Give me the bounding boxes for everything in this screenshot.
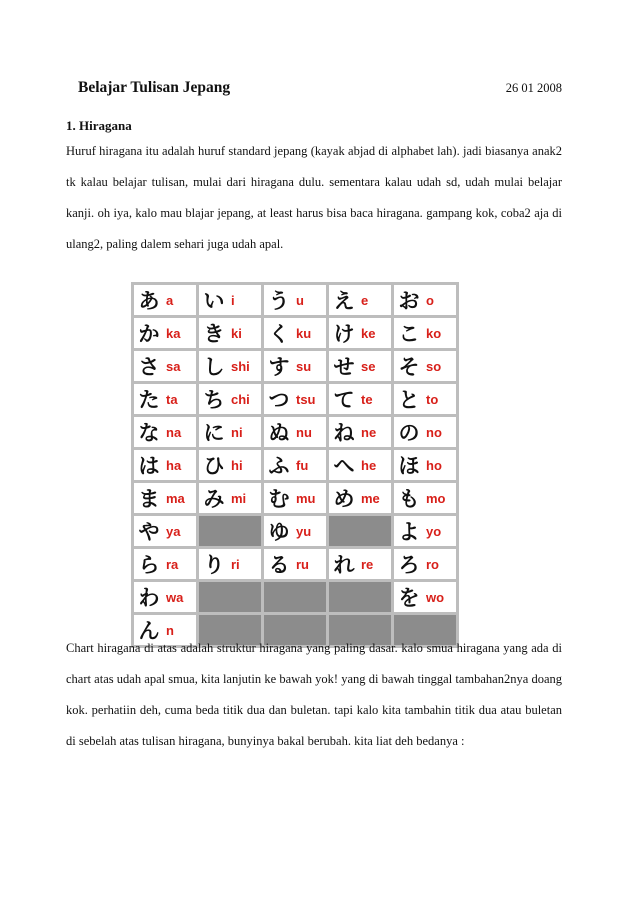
- romaji-label: ma: [166, 490, 185, 506]
- kana-glyph: よ: [398, 520, 420, 544]
- kana-glyph: ん: [138, 619, 160, 643]
- kana-glyph: に: [203, 421, 225, 445]
- kana-glyph: ふ: [268, 454, 290, 478]
- kana-glyph: け: [333, 322, 355, 346]
- kana-cell: [264, 483, 326, 513]
- kana-glyph: と: [398, 388, 420, 412]
- romaji-label: chi: [231, 391, 250, 407]
- kana-glyph: き: [203, 322, 225, 346]
- kana-cell: [329, 417, 391, 447]
- kana-cell: [394, 318, 456, 348]
- kana-cell: [199, 285, 261, 315]
- chart-row: [134, 318, 456, 348]
- kana-glyph: ぬ: [268, 421, 290, 445]
- hiragana-chart: [131, 282, 459, 648]
- kana-glyph: お: [398, 289, 420, 313]
- kana-cell: [199, 384, 261, 414]
- kana-cell: [134, 351, 196, 381]
- romaji-label: ta: [166, 391, 178, 407]
- kana-glyph: の: [398, 421, 420, 445]
- kana-cell: [134, 516, 196, 546]
- kana-cell: [264, 384, 326, 414]
- kana-cell: [329, 318, 391, 348]
- chart-row: [134, 582, 456, 612]
- romaji-label: shi: [231, 358, 250, 374]
- kana-cell: [394, 582, 456, 612]
- kana-cell: [199, 549, 261, 579]
- kana-cell: [394, 384, 456, 414]
- romaji-label: sa: [166, 358, 181, 374]
- romaji-label: re: [361, 556, 374, 572]
- kana-cell: [394, 516, 456, 546]
- kana-glyph: あ: [138, 289, 160, 313]
- romaji-label: n: [166, 622, 174, 638]
- kana-glyph: ち: [203, 388, 225, 412]
- kana-cell: [264, 549, 326, 579]
- kana-glyph: ね: [333, 421, 355, 445]
- romaji-label: ni: [231, 424, 243, 440]
- kana-cell: [394, 351, 456, 381]
- romaji-label: mu: [296, 490, 316, 506]
- romaji-label: ya: [166, 523, 181, 539]
- chart-row: [134, 450, 456, 480]
- romaji-label: i: [231, 292, 235, 308]
- kana-cell: [134, 450, 196, 480]
- romaji-label: fu: [296, 457, 309, 473]
- kana-cell: [394, 549, 456, 579]
- romaji-label: ke: [361, 325, 376, 341]
- chart-row: [134, 384, 456, 414]
- kana-cell: [199, 450, 261, 480]
- romaji-label: ho: [426, 457, 442, 473]
- kana-glyph: め: [333, 487, 355, 511]
- kana-glyph: る: [268, 553, 290, 577]
- empty-cell: [264, 582, 326, 612]
- kana-cell: [134, 582, 196, 612]
- kana-cell: [329, 285, 391, 315]
- romaji-label: he: [361, 457, 377, 473]
- kana-glyph: う: [268, 289, 290, 313]
- romaji-label: hi: [231, 457, 243, 473]
- kana-cell: [134, 483, 196, 513]
- romaji-label: ko: [426, 325, 442, 341]
- kana-cell: [394, 417, 456, 447]
- romaji-label: a: [166, 292, 174, 308]
- kana-glyph: た: [138, 388, 160, 412]
- romaji-label: tsu: [296, 391, 316, 407]
- kana-cell: [329, 450, 391, 480]
- kana-glyph: な: [138, 421, 160, 445]
- empty-cell: [199, 582, 261, 612]
- romaji-label: se: [361, 358, 376, 374]
- romaji-label: to: [426, 391, 439, 407]
- kana-cell: [264, 351, 326, 381]
- kana-cell: [134, 384, 196, 414]
- chart-row: [134, 516, 456, 546]
- chart-row: [134, 351, 456, 381]
- romaji-label: me: [361, 490, 380, 506]
- kana-cell: [329, 351, 391, 381]
- intro-paragraph: Huruf hiragana itu adalah huruf standard jepang (kayak abjad di alphabet lah). jadi biasanya anak2 tk kalau belajar tulisan, mulai dari hiragana dulu. sementara kalau udah sd, udah mulai belajar kanji. oh iya, kalo mau blajar jepang, at least harus bisa baca hiragana. gampang kok, coba2 aja di ulang2, paling dalem sehari juga udah apal.: [66, 144, 562, 251]
- romaji-label: ne: [361, 424, 377, 440]
- romaji-label: ru: [296, 556, 309, 572]
- kana-glyph: か: [138, 322, 160, 346]
- kana-glyph: へ: [333, 454, 355, 478]
- kana-cell: [394, 483, 456, 513]
- kana-cell: [394, 285, 456, 315]
- kana-cell: [134, 417, 196, 447]
- romaji-label: su: [296, 358, 312, 374]
- empty-cell: [329, 582, 391, 612]
- romaji-label: te: [361, 391, 373, 407]
- kana-cell: [329, 483, 391, 513]
- section-title: 1. Hiragana: [66, 118, 132, 133]
- romaji-label: e: [361, 292, 369, 308]
- empty-cell: [329, 516, 391, 546]
- kana-glyph: を: [398, 586, 420, 610]
- kana-glyph: て: [333, 388, 355, 412]
- kana-cell: [264, 516, 326, 546]
- kana-glyph: え: [333, 289, 355, 313]
- kana-cell: [394, 450, 456, 480]
- romaji-label: nu: [296, 424, 312, 440]
- kana-glyph: は: [138, 454, 160, 478]
- kana-cell: [134, 285, 196, 315]
- chart-explanation-paragraph: Chart hiragana di atas adalah struktur hiragana yang paling dasar. kalo smua hiragana yang ada di chart atas udah apal smua, kita lanjutin ke bawah yok! yang di bawah tinggal tambahan2nya doang kok. perhatiin deh, cuma beda titik dua dan buletan. tapi kalo kita tambahin titik dua atau buletan di sebelah atas tulisan hiragana, bunyinya bakal berubah. kita liat deh bedanya :: [66, 641, 562, 748]
- kana-glyph: せ: [333, 355, 355, 379]
- kana-cell: [264, 318, 326, 348]
- kana-glyph: わ: [138, 586, 160, 610]
- romaji-label: mi: [231, 490, 247, 506]
- romaji-label: yu: [296, 523, 312, 539]
- kana-cell: [329, 384, 391, 414]
- romaji-label: ro: [426, 556, 439, 572]
- kana-glyph: い: [203, 289, 225, 313]
- romaji-label: ri: [231, 556, 240, 572]
- kana-glyph: や: [138, 520, 160, 544]
- kana-glyph: ひ: [203, 454, 225, 478]
- kana-glyph: さ: [138, 355, 160, 379]
- romaji-label: so: [426, 358, 442, 374]
- document-title: Belajar Tulisan Jepang: [78, 79, 231, 96]
- romaji-label: na: [166, 424, 182, 440]
- romaji-label: yo: [426, 523, 442, 539]
- kana-glyph: こ: [398, 322, 420, 346]
- kana-glyph: く: [268, 322, 290, 346]
- kana-glyph: も: [398, 487, 420, 511]
- kana-cell: [199, 417, 261, 447]
- kana-glyph: む: [268, 487, 290, 511]
- romaji-label: ha: [166, 457, 182, 473]
- kana-glyph: そ: [398, 355, 420, 379]
- kana-cell: [199, 351, 261, 381]
- chart-row: [134, 549, 456, 579]
- kana-cell: [134, 549, 196, 579]
- romaji-label: ra: [166, 556, 179, 572]
- romaji-label: wo: [426, 589, 445, 605]
- kana-glyph: し: [203, 355, 225, 379]
- romaji-label: no: [426, 424, 442, 440]
- kana-cell: [134, 318, 196, 348]
- romaji-label: mo: [426, 490, 446, 506]
- kana-glyph: れ: [333, 553, 355, 577]
- romaji-label: ku: [296, 325, 312, 341]
- kana-glyph: ほ: [398, 454, 420, 478]
- chart-row: [134, 417, 456, 447]
- kana-glyph: ゆ: [268, 520, 290, 544]
- chart-row: [134, 285, 456, 315]
- romaji-label: o: [426, 292, 434, 308]
- kana-cell: [264, 285, 326, 315]
- romaji-label: u: [296, 292, 304, 308]
- romaji-label: ka: [166, 325, 181, 341]
- kana-glyph: す: [268, 355, 290, 379]
- kana-glyph: み: [203, 487, 225, 511]
- kana-cell: [264, 450, 326, 480]
- kana-cell: [199, 483, 261, 513]
- kana-glyph: ま: [138, 487, 160, 511]
- kana-cell: [264, 417, 326, 447]
- kana-cell: [199, 318, 261, 348]
- kana-glyph: り: [203, 553, 225, 577]
- document-date: 26 01 2008: [505, 81, 562, 95]
- romaji-label: wa: [166, 589, 184, 605]
- kana-glyph: ら: [138, 553, 160, 577]
- romaji-label: ki: [231, 325, 242, 341]
- chart-row: [134, 483, 456, 513]
- empty-cell: [199, 516, 261, 546]
- kana-cell: [329, 549, 391, 579]
- kana-glyph: ろ: [398, 553, 420, 577]
- kana-glyph: つ: [268, 388, 290, 412]
